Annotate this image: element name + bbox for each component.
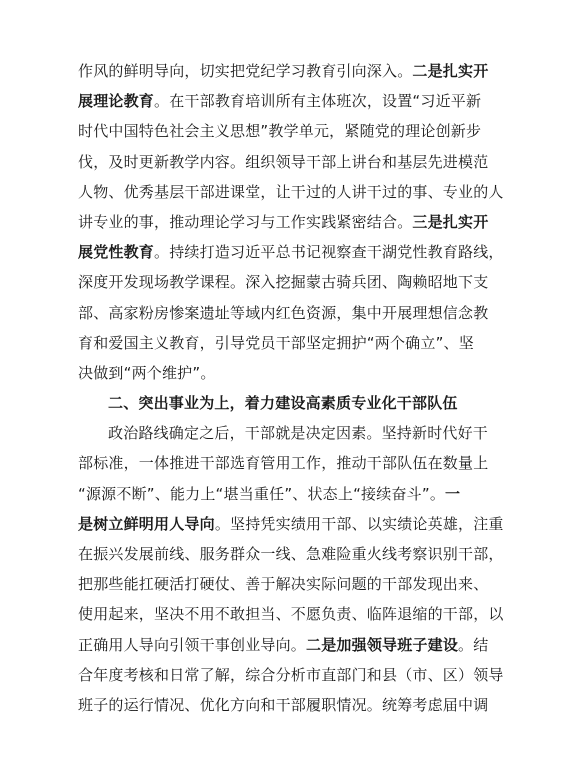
text-line bbox=[78, 147, 508, 177]
text-line bbox=[78, 267, 508, 297]
text-line bbox=[78, 660, 508, 690]
text-line bbox=[78, 509, 508, 539]
text-run: 。坚持凭实绩用干部、以实绩论英雄，注重 bbox=[214, 514, 504, 533]
text-run: 合年度考核和日常了解，综合分析市直部门和县（市、区）领导 bbox=[78, 665, 504, 684]
bold-text-run: 三是扎实开 bbox=[412, 212, 489, 231]
text-run: 把那些能扛硬活打硬仗、善于解决实际问题的干部发现出来、 bbox=[78, 575, 489, 594]
text-line bbox=[78, 569, 508, 599]
text-run: 政治路线确定之后，干部就是决定因素。坚持新时代好干 bbox=[108, 424, 489, 443]
text-run: 班子的运行情况、优化方向和干部履职情况。统筹考虑届中调 bbox=[78, 695, 489, 714]
text-line bbox=[78, 177, 508, 207]
document-body bbox=[78, 56, 508, 720]
text-run: 人物、优秀基层干部进课堂，让干过的人讲干过的事、专业的人 bbox=[78, 182, 504, 201]
text-line bbox=[78, 479, 508, 509]
paragraph-cadre-team bbox=[78, 418, 508, 720]
text-run: 部标准，一体推进干部选育管用工作，推动干部队伍在数量上 bbox=[78, 454, 489, 473]
text-line bbox=[78, 328, 508, 358]
text-line bbox=[78, 56, 508, 86]
text-line bbox=[78, 86, 508, 116]
bold-text-run: 二是扎实开 bbox=[412, 62, 489, 80]
text-run: 决做到“两个维护”。 bbox=[78, 363, 216, 382]
text-run: 作风的鲜明导向，切实把党纪学习教育引向深入。 bbox=[78, 62, 413, 80]
text-line bbox=[78, 358, 508, 388]
text-line bbox=[78, 599, 508, 629]
text-run: 时代中国特色社会主义思想”教学单元，紧随党的理论创新步 bbox=[78, 122, 482, 141]
text-line bbox=[78, 448, 508, 478]
text-line bbox=[78, 690, 508, 720]
text-run: 讲专业的事，推动理论学习与工作实践紧密结合。 bbox=[78, 212, 413, 231]
paragraph-theory-education bbox=[78, 56, 508, 388]
text-run: 深度开发现场教学课程。深入挖掘蒙古骑兵团、陶赖昭地下支 bbox=[78, 273, 489, 292]
bold-text-run: 二是加强领导班子建设 bbox=[306, 635, 459, 654]
text-run: 。结 bbox=[458, 635, 489, 654]
bold-text-run: 展党性教育 bbox=[78, 243, 155, 262]
text-line bbox=[78, 116, 508, 146]
text-run: 伐，及时更新教学内容。组织领导干部上讲台和基层先进模范 bbox=[78, 152, 489, 171]
bold-text-run: 一 bbox=[445, 484, 461, 503]
text-line bbox=[78, 237, 508, 267]
text-run: 正确用人导向引领干事创业导向。 bbox=[78, 635, 307, 654]
text-line bbox=[78, 539, 508, 569]
text-run: 。在干部教育培训所有主体班次，设置“习近平新 bbox=[154, 92, 482, 111]
text-line bbox=[78, 207, 508, 237]
text-run: 部、高家粉房惨案遗址等域内红色资源，集中开展理想信念教 bbox=[78, 303, 489, 322]
text-line bbox=[78, 630, 508, 660]
text-run: 在振兴发展前线、服务群众一线、急难险重火线考察识别干部， bbox=[78, 545, 504, 563]
text-run: 使用起来，坚决不用不敢担当、不愿负责、临阵退缩的干部，以 bbox=[78, 605, 504, 624]
section-heading: 二、突出事业为上，着力建设高素质专业化干部队伍 bbox=[108, 394, 458, 413]
bold-text-run: 展理论教育 bbox=[78, 92, 155, 111]
text-run: 。持续打造习近平总书记视察查干湖党性教育路线， bbox=[154, 243, 504, 262]
bold-text-run: 是树立鲜明用人导向 bbox=[78, 514, 215, 533]
text-line bbox=[78, 298, 508, 328]
text-run: “源源不断”、能力上“堪当重任”、状态上“接续奋斗”。 bbox=[78, 484, 446, 503]
text-run: 育和爱国主义教育，引导党员干部坚定拥护“两个确立”、坚 bbox=[78, 333, 474, 352]
text-line bbox=[78, 418, 508, 448]
